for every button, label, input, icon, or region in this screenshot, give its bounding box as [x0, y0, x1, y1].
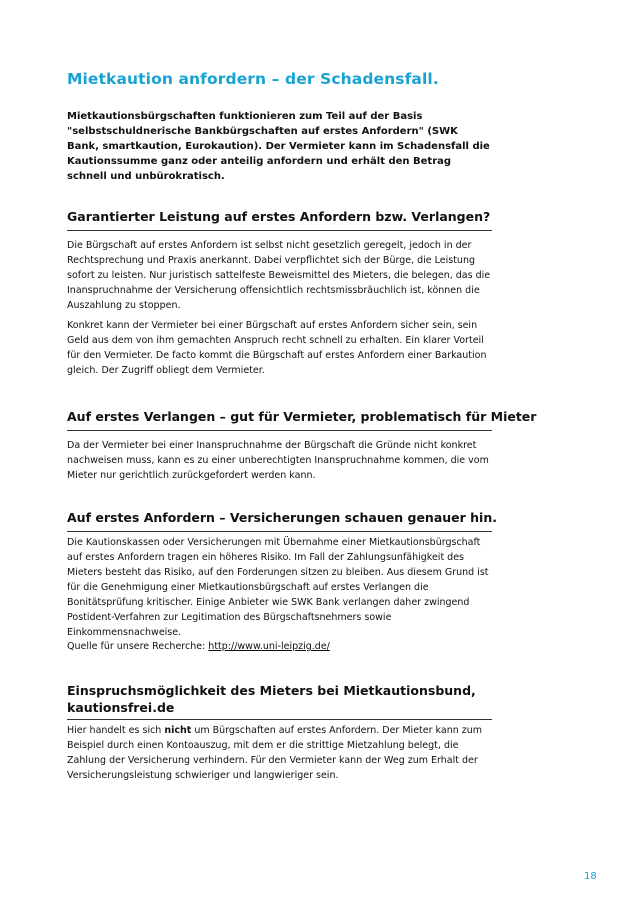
section-heading-insurers: Auf erstes Anfordern – Versicherungen schauen genauer hin. — [67, 510, 497, 525]
paragraph-text: um Bürgschaften auf erstes Anfordern. Der Mieter kann zum Beispiel durch einen Kontoauszug, mit dem er die strittige Mietzahlung belegt, die Zahlung der Versicherung verhindern. Für den Vermieter kann der Weg zum Erhalt der Versicherungsleistung schwieriger und langwieriger sein. — [67, 725, 483, 781]
section-heading-first-demand: Auf erstes Verlangen – gut für Vermieter, problematisch für Mieter — [67, 409, 537, 424]
intro-paragraph: Mietkautionsbürgschaften funktionieren zum Teil auf der Basis "selbstschuldnerische Bankbürgschaften auf erstes Anfordern" (SWK Bank, smartkaution, Eurokaution). Der Vermieter kann im Schadensfall die Kautionssumme ganz oder anteilig anfordern und erhält den Betrag schnell und unbürokratisch. — [67, 111, 490, 182]
source-label: Quelle für unsere Recherche: — [67, 641, 209, 652]
section-paragraph: Da der Vermieter bei einer Inanspruchnahme der Bürgschaft die Gründe nicht konkret nachweisen muss, kann es zu einer unberechtigten Inanspruchnahme kommen, die vom Mieter nur gerichtlich zurückgefordert werden kann. — [67, 440, 489, 481]
section-divider — [67, 719, 492, 720]
emphasis-text: nicht — [164, 725, 192, 736]
source-link[interactable]: http://www.uni-leipzig.de/ — [208, 641, 330, 652]
source-line — [67, 639, 492, 654]
page-title: Mietkaution anfordern – der Schadensfall. — [67, 70, 439, 88]
section-paragraph: Die Kautionskassen oder Versicherungen mit Übernahme einer Mietkautionsbürgschaft auf erstes Anfordern tragen ein höheres Risiko. Im Fall der Zahlungsunfähigkeit des Mieters besteht das Risiko, auf den Forderungen sitzen zu bleiben. Aus diesem Grund ist für die Genehmigung einer Mietkautionsbürgschaft auf erstes Verlangen die Bonitätsprüfung kritischer. Einige Anbieter wie SWK Bank verlangen daher zwingend Postident-Verfahren zur Legitimation des Bürgschaftsnehmers sowie Einkommensnachweise. — [67, 537, 489, 638]
section-heading-objection: Einspruchsmöglichkeit des Mieters bei Mietkautionsbund, kautionsfrei.de — [67, 683, 476, 715]
paragraph-text: Hier handelt es sich — [67, 725, 165, 736]
page-number: 18 — [584, 871, 597, 882]
section-paragraph: Konkret kann der Vermieter bei einer Bürgschaft auf erstes Anfordern sicher sein, sein Geld aus dem von ihm gemachten Anspruch recht schnell zu erhalten. Ein klarer Vorteil für den Vermieter. De facto kommt die Bürgschaft auf erstes Anfordern einer Barkaution gleich. Der Zugriff obliegt dem Vermieter. — [67, 320, 487, 376]
section-divider — [67, 531, 492, 532]
section-paragraph — [67, 723, 492, 783]
section-heading-guarantee: Garantierter Leistung auf erstes Anfordern bzw. Verlangen? — [67, 209, 491, 224]
section-divider — [67, 430, 492, 431]
section-divider — [67, 230, 492, 231]
section-paragraph: Die Bürgschaft auf erstes Anfordern ist selbst nicht gesetzlich geregelt, jedoch in der Rechtsprechung und Praxis anerkannt. Dabei verpflichtet sich der Bürge, die Leistung sofort zu leisten. Nur juristisch sattelfeste Beweismittel des Mieters, die belegen, das die Inanspruchnahme der Versicherung offensichtlich rechtsmissbräuchlich ist, können die Auszahlung zu stoppen. — [67, 240, 491, 311]
